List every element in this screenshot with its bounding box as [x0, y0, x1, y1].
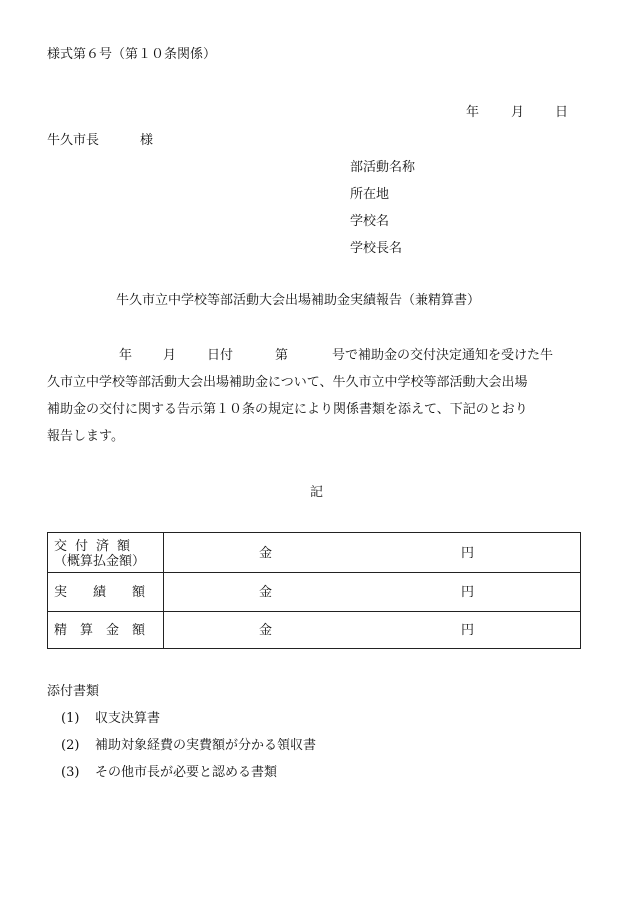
actual-amount-label: 実績額 — [54, 585, 172, 600]
body-year-label: 年 — [119, 348, 133, 363]
body-paragraph-line-2: 久市立中学校等部活動大会出場補助金について、牛久市立中学校等部活動大会出場 — [47, 375, 528, 390]
attachment-item — [61, 712, 160, 725]
yen-label: 円 — [461, 585, 475, 600]
addressee-honorific: 様 — [140, 133, 154, 148]
attachment-item — [61, 739, 316, 752]
table-row-label — [48, 572, 172, 611]
document-title: 牛久市立中学校等部活動大会出場補助金実績報告（兼精算書） — [116, 293, 481, 308]
attachment-text: その他市長が必要と認める書類 — [95, 765, 278, 780]
table-row-actual-amount — [48, 572, 580, 612]
addressee-name: 牛久市長 — [47, 133, 100, 148]
date-year-label: 年 — [466, 105, 480, 120]
form-number: 様式第６号（第１０条関係） — [47, 47, 217, 62]
attachments-heading: 添付書類 — [47, 684, 100, 699]
body-month-label: 月 — [163, 348, 177, 363]
table-row-granted-amount — [48, 533, 580, 573]
body-date-label: 日付 — [207, 348, 234, 363]
settlement-amount-label: 精算金額 — [54, 623, 159, 638]
table-row-label — [48, 611, 164, 648]
amount-table — [47, 532, 581, 649]
date-month-label: 月 — [511, 105, 525, 120]
sender-address-label: 所在地 — [350, 187, 390, 202]
date-day-label: 日 — [555, 105, 569, 120]
sender-principal-name-label: 学校長名 — [350, 241, 403, 256]
kin-label: 金 — [259, 546, 273, 561]
kin-label: 金 — [259, 585, 273, 600]
sender-school-name-label: 学校名 — [350, 214, 390, 229]
body-paragraph-line-4: 報告します。 — [47, 429, 124, 444]
attachment-item — [61, 766, 277, 779]
attachment-number: (2) — [61, 738, 80, 753]
table-row-settlement-amount — [48, 611, 580, 648]
body-paragraph-line-3: 補助金の交付に関する告示第１０条の規定により関係書類を添えて、下記のとおり — [47, 402, 528, 417]
ki-heading: 記 — [310, 485, 324, 500]
body-number-prefix: 第 — [275, 348, 289, 363]
table-row-label — [48, 533, 164, 572]
granted-amount-label: 交付済額 — [54, 539, 139, 554]
attachment-text: 補助対象経費の実費額が分かる領収書 — [95, 738, 317, 753]
attachment-number: (1) — [61, 711, 80, 726]
body-line-1-text: 号で補助金の交付決定通知を受けた牛 — [332, 348, 554, 363]
yen-label: 円 — [461, 546, 475, 561]
attachment-number: (3) — [61, 765, 80, 780]
advance-payment-label: （概算払金額） — [54, 554, 146, 569]
attachment-text: 収支決算書 — [95, 711, 161, 726]
yen-label: 円 — [461, 623, 475, 638]
sender-club-name-label: 部活動名称 — [350, 160, 416, 175]
kin-label: 金 — [259, 623, 273, 638]
